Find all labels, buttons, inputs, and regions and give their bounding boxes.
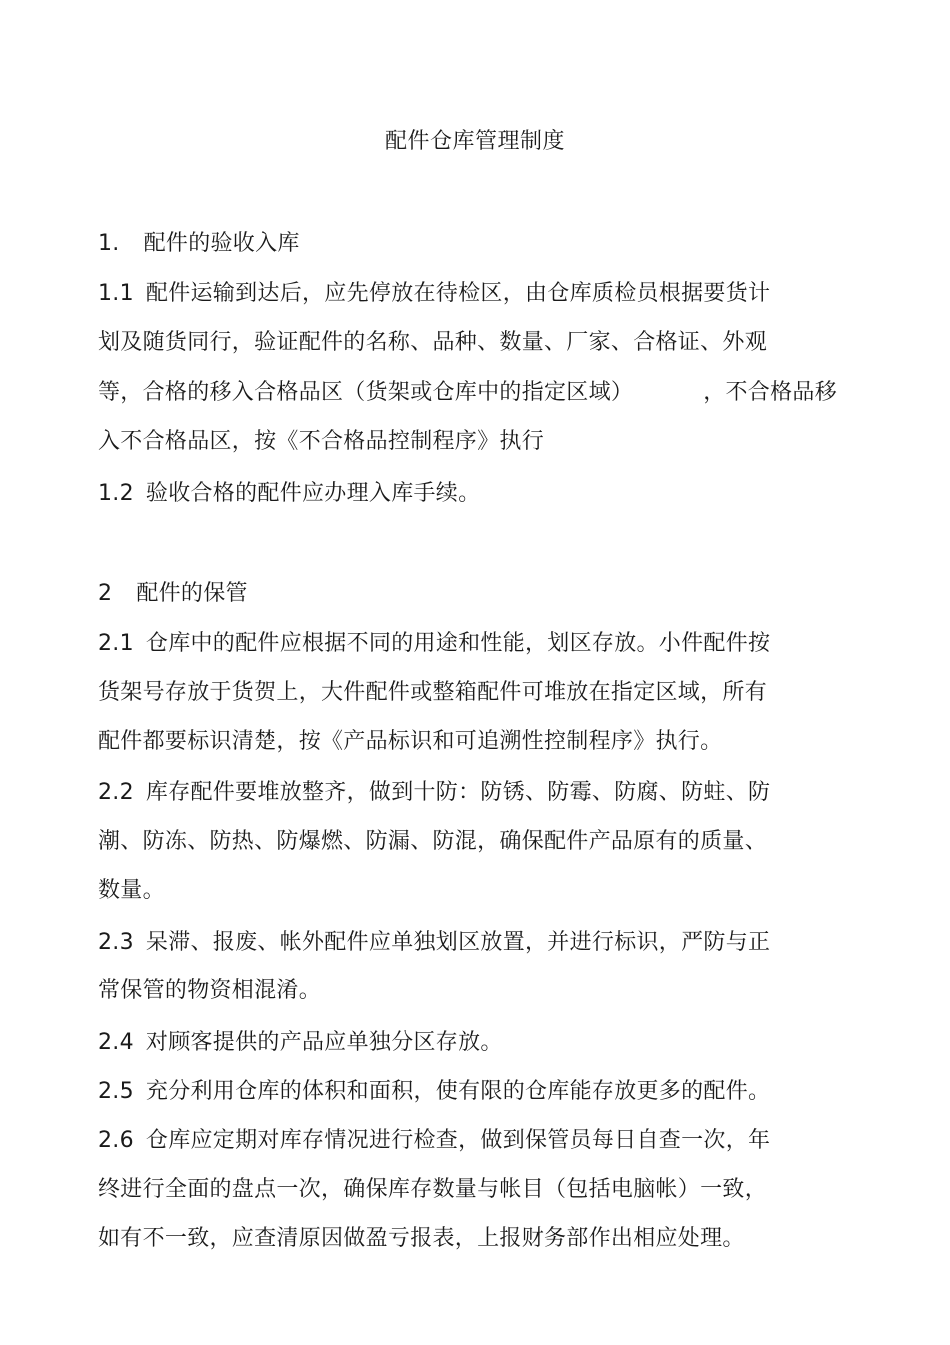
- paragraph-number: 2.3: [98, 930, 134, 955]
- paragraph-text: 终进行全面的盘点一次，确保库存数量与帐目（包括电脑帐）一致，: [98, 1177, 768, 1202]
- section-title: 配件的验收入库: [143, 231, 300, 256]
- section-number: 1.: [98, 231, 120, 256]
- paragraph-number: 2.5: [98, 1079, 134, 1104]
- section-heading: [98, 229, 300, 259]
- paragraph-line: [98, 876, 165, 906]
- paragraph-text: 入不合格品区，按《不合格品控制程序》执行: [98, 429, 545, 454]
- paragraph-text: 对顾客提供的产品应单独分区存放。: [145, 1030, 503, 1055]
- paragraph-text: 划及随货同行，验证配件的名称、品种、数量、厂家、合格证、外观: [98, 330, 768, 355]
- paragraph-number: 2.4: [98, 1030, 134, 1055]
- paragraph-line: [98, 1077, 770, 1107]
- paragraph-text: 潮、防冻、防热、防爆燃、防漏、防混，确保配件产品原有的质量、: [98, 829, 768, 854]
- paragraph-line: [98, 479, 480, 509]
- paragraph-text: 充分利用仓库的体积和面积，使有限的仓库能存放更多的配件。: [145, 1079, 771, 1104]
- paragraph-text: ，不合格品移: [703, 380, 838, 405]
- paragraph-line: [98, 976, 321, 1006]
- paragraph-number: 2.1: [98, 631, 134, 656]
- document-title: 配件仓库管理制度: [384, 129, 565, 154]
- paragraph-text: 仓库应定期对库存情况进行检查，做到保管员每日自查一次，年: [145, 1128, 771, 1153]
- paragraph-text: 如有不一致，应查清原因做盈亏报表，上报财务部作出相应处理。: [98, 1226, 745, 1251]
- paragraph-line: [98, 827, 767, 857]
- paragraph-text: 配件运输到达后，应先停放在待检区，由仓库质检员根据要货计: [145, 281, 771, 306]
- section-heading: [98, 579, 248, 609]
- paragraph-line: [98, 279, 770, 309]
- paragraph-text: 常保管的物资相混淆。: [98, 978, 322, 1003]
- paragraph-line: [98, 727, 722, 757]
- paragraph-line: [98, 1224, 745, 1254]
- paragraph-line: [98, 378, 837, 408]
- paragraph-number: 2.6: [98, 1128, 134, 1153]
- paragraph-line: [98, 778, 770, 808]
- paragraph-text: 验收合格的配件应办理入库手续。: [145, 481, 481, 506]
- paragraph-text: 呆滞、报废、帐外配件应单独划区放置，并进行标识，严防与正: [145, 930, 771, 955]
- paragraph-number: 2.2: [98, 780, 134, 805]
- paragraph-number: 1.2: [98, 481, 134, 506]
- paragraph-line: [98, 1126, 770, 1156]
- paragraph-text: 库存配件要堆放整齐，做到十防：防锈、防霉、防腐、防蛀、防: [145, 780, 771, 805]
- paragraph-text: 等，合格的移入合格品区（货架或仓库中的指定区域）: [98, 380, 634, 405]
- paragraph-line: [98, 678, 767, 708]
- paragraph-text: 数量。: [98, 878, 165, 903]
- paragraph-line: [98, 427, 544, 457]
- paragraph-number: 1.1: [98, 281, 134, 306]
- paragraph-line: [98, 1028, 503, 1058]
- paragraph-line: [98, 629, 770, 659]
- section-number: 2: [98, 581, 113, 606]
- paragraph-line: [98, 928, 770, 958]
- section-title: 配件的保管: [136, 581, 248, 606]
- paragraph-text: 货架号存放于货贺上，大件配件或整箱配件可堆放在指定区域，所有: [98, 680, 768, 705]
- paragraph-text: 配件都要标识清楚，按《产品标识和可追溯性控制程序》执行。: [98, 729, 723, 754]
- paragraph-text: 仓库中的配件应根据不同的用途和性能，划区存放。小件配件按: [145, 631, 771, 656]
- paragraph-line: [98, 328, 767, 358]
- paragraph-line: [98, 1175, 767, 1205]
